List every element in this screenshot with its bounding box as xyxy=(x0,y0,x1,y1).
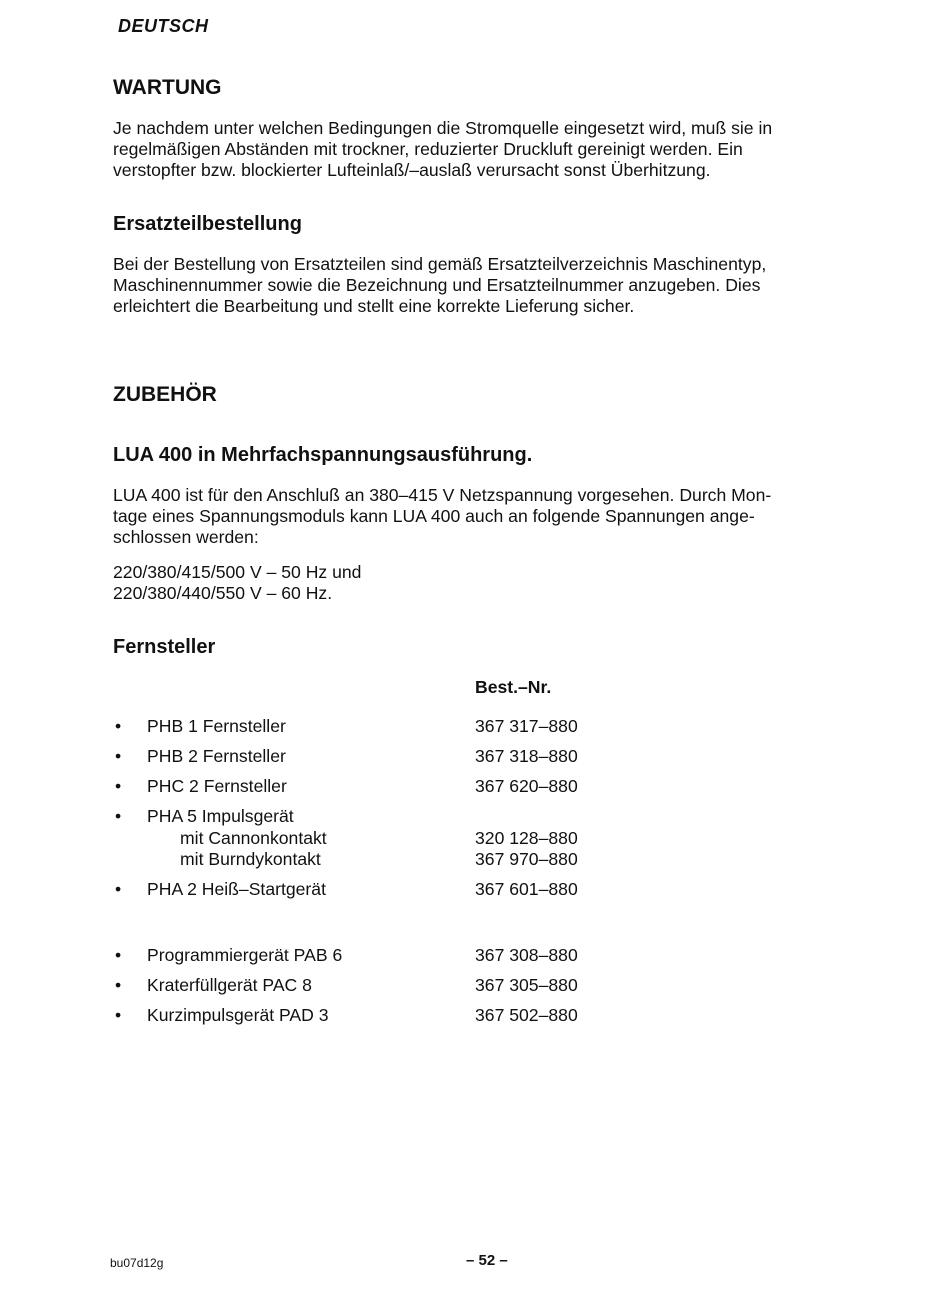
text-line: LUA 400 ist für den Anschluß an 380–415 V Netzspannung vorgesehen. Durch Mon- xyxy=(113,485,772,505)
section-title-zubehoer: ZUBEHÖR xyxy=(113,383,217,406)
language-label: DEUTSCH xyxy=(118,16,209,36)
item-number: 367 970–880 xyxy=(475,849,578,869)
list-item xyxy=(113,806,713,827)
bullet: • xyxy=(115,746,122,766)
text-line: Bei der Bestellung von Ersatzteilen sind gemäß Ersatzteilverzeichnis Maschinentyp, xyxy=(113,254,767,274)
list-subitem xyxy=(113,828,713,849)
lua-voltages xyxy=(113,562,853,604)
bullet: • xyxy=(115,945,122,965)
list-subitem xyxy=(113,849,713,870)
item-label: mit Burndykontakt xyxy=(180,849,321,869)
bullet: • xyxy=(115,806,122,826)
item-label: PHB 1 Fernsteller xyxy=(147,716,286,736)
list-item xyxy=(113,716,713,737)
item-label: PHA 5 Impulsgerät xyxy=(147,806,294,826)
item-label: Kurzimpulsgerät PAD 3 xyxy=(147,1005,329,1025)
document-code: bu07d12g xyxy=(110,1256,164,1270)
text-line: erleichtert die Bearbeitung und stellt eine korrekte Lieferung sicher. xyxy=(113,296,635,316)
item-label: PHA 2 Heiß–Startgerät xyxy=(147,879,326,899)
item-number: 320 128–880 xyxy=(475,828,578,848)
item-label: Programmiergerät PAB 6 xyxy=(147,945,343,965)
page-number: – 52 – xyxy=(466,1252,508,1269)
section-title-fernsteller: Fernsteller xyxy=(113,636,216,658)
section-title-lua: LUA 400 in Mehrfachspannungsausführung. xyxy=(113,444,533,466)
item-number: 367 317–880 xyxy=(475,716,578,736)
item-label: mit Cannonkontakt xyxy=(180,828,327,848)
text-line: Je nachdem unter welchen Bedingungen die Stromquelle eingesetzt wird, muß sie in xyxy=(113,118,773,138)
list-item xyxy=(113,776,713,797)
item-number: 367 502–880 xyxy=(475,1005,578,1025)
item-number: 367 318–880 xyxy=(475,746,578,766)
text-line: schlossen werden: xyxy=(113,527,259,547)
item-number: 367 305–880 xyxy=(475,975,578,995)
list-item xyxy=(113,746,713,767)
list-item xyxy=(113,945,713,966)
text-line: regelmäßigen Abständen mit trockner, reduzierter Druckluft gereinigt werden. Ein xyxy=(113,139,743,159)
text-line: Maschinennummer sowie die Bezeichnung und Ersatzteilnummer anzugeben. Dies xyxy=(113,275,761,295)
item-number: 367 620–880 xyxy=(475,776,578,796)
text-line: verstopfter bzw. blockierter Lufteinlaß/–auslaß verursacht sonst Überhitzung. xyxy=(113,160,711,180)
bullet: • xyxy=(115,879,122,899)
order-number-header: Best.–Nr. xyxy=(475,677,552,697)
bullet: • xyxy=(115,975,122,995)
voltage-line: 220/380/440/550 V – 60 Hz. xyxy=(113,583,333,603)
item-label: PHC 2 Fernsteller xyxy=(147,776,287,796)
ersatzteil-paragraph xyxy=(113,254,853,317)
lua-paragraph xyxy=(113,485,853,548)
item-number: 367 601–880 xyxy=(475,879,578,899)
bullet: • xyxy=(115,1005,122,1025)
bullet: • xyxy=(115,716,122,736)
section-title-wartung: WARTUNG xyxy=(113,76,222,99)
section-title-ersatzteil: Ersatzteilbestellung xyxy=(113,213,302,235)
item-label: Kraterfüllgerät PAC 8 xyxy=(147,975,312,995)
list-item xyxy=(113,1005,713,1026)
wartung-paragraph xyxy=(113,118,853,181)
voltage-line: 220/380/415/500 V – 50 Hz und xyxy=(113,562,362,582)
item-number: 367 308–880 xyxy=(475,945,578,965)
list-item xyxy=(113,975,713,996)
text-line: tage eines Spannungsmoduls kann LUA 400 auch an folgende Spannungen ange- xyxy=(113,506,755,526)
item-label: PHB 2 Fernsteller xyxy=(147,746,286,766)
bullet: • xyxy=(115,776,122,796)
list-item xyxy=(113,879,713,900)
